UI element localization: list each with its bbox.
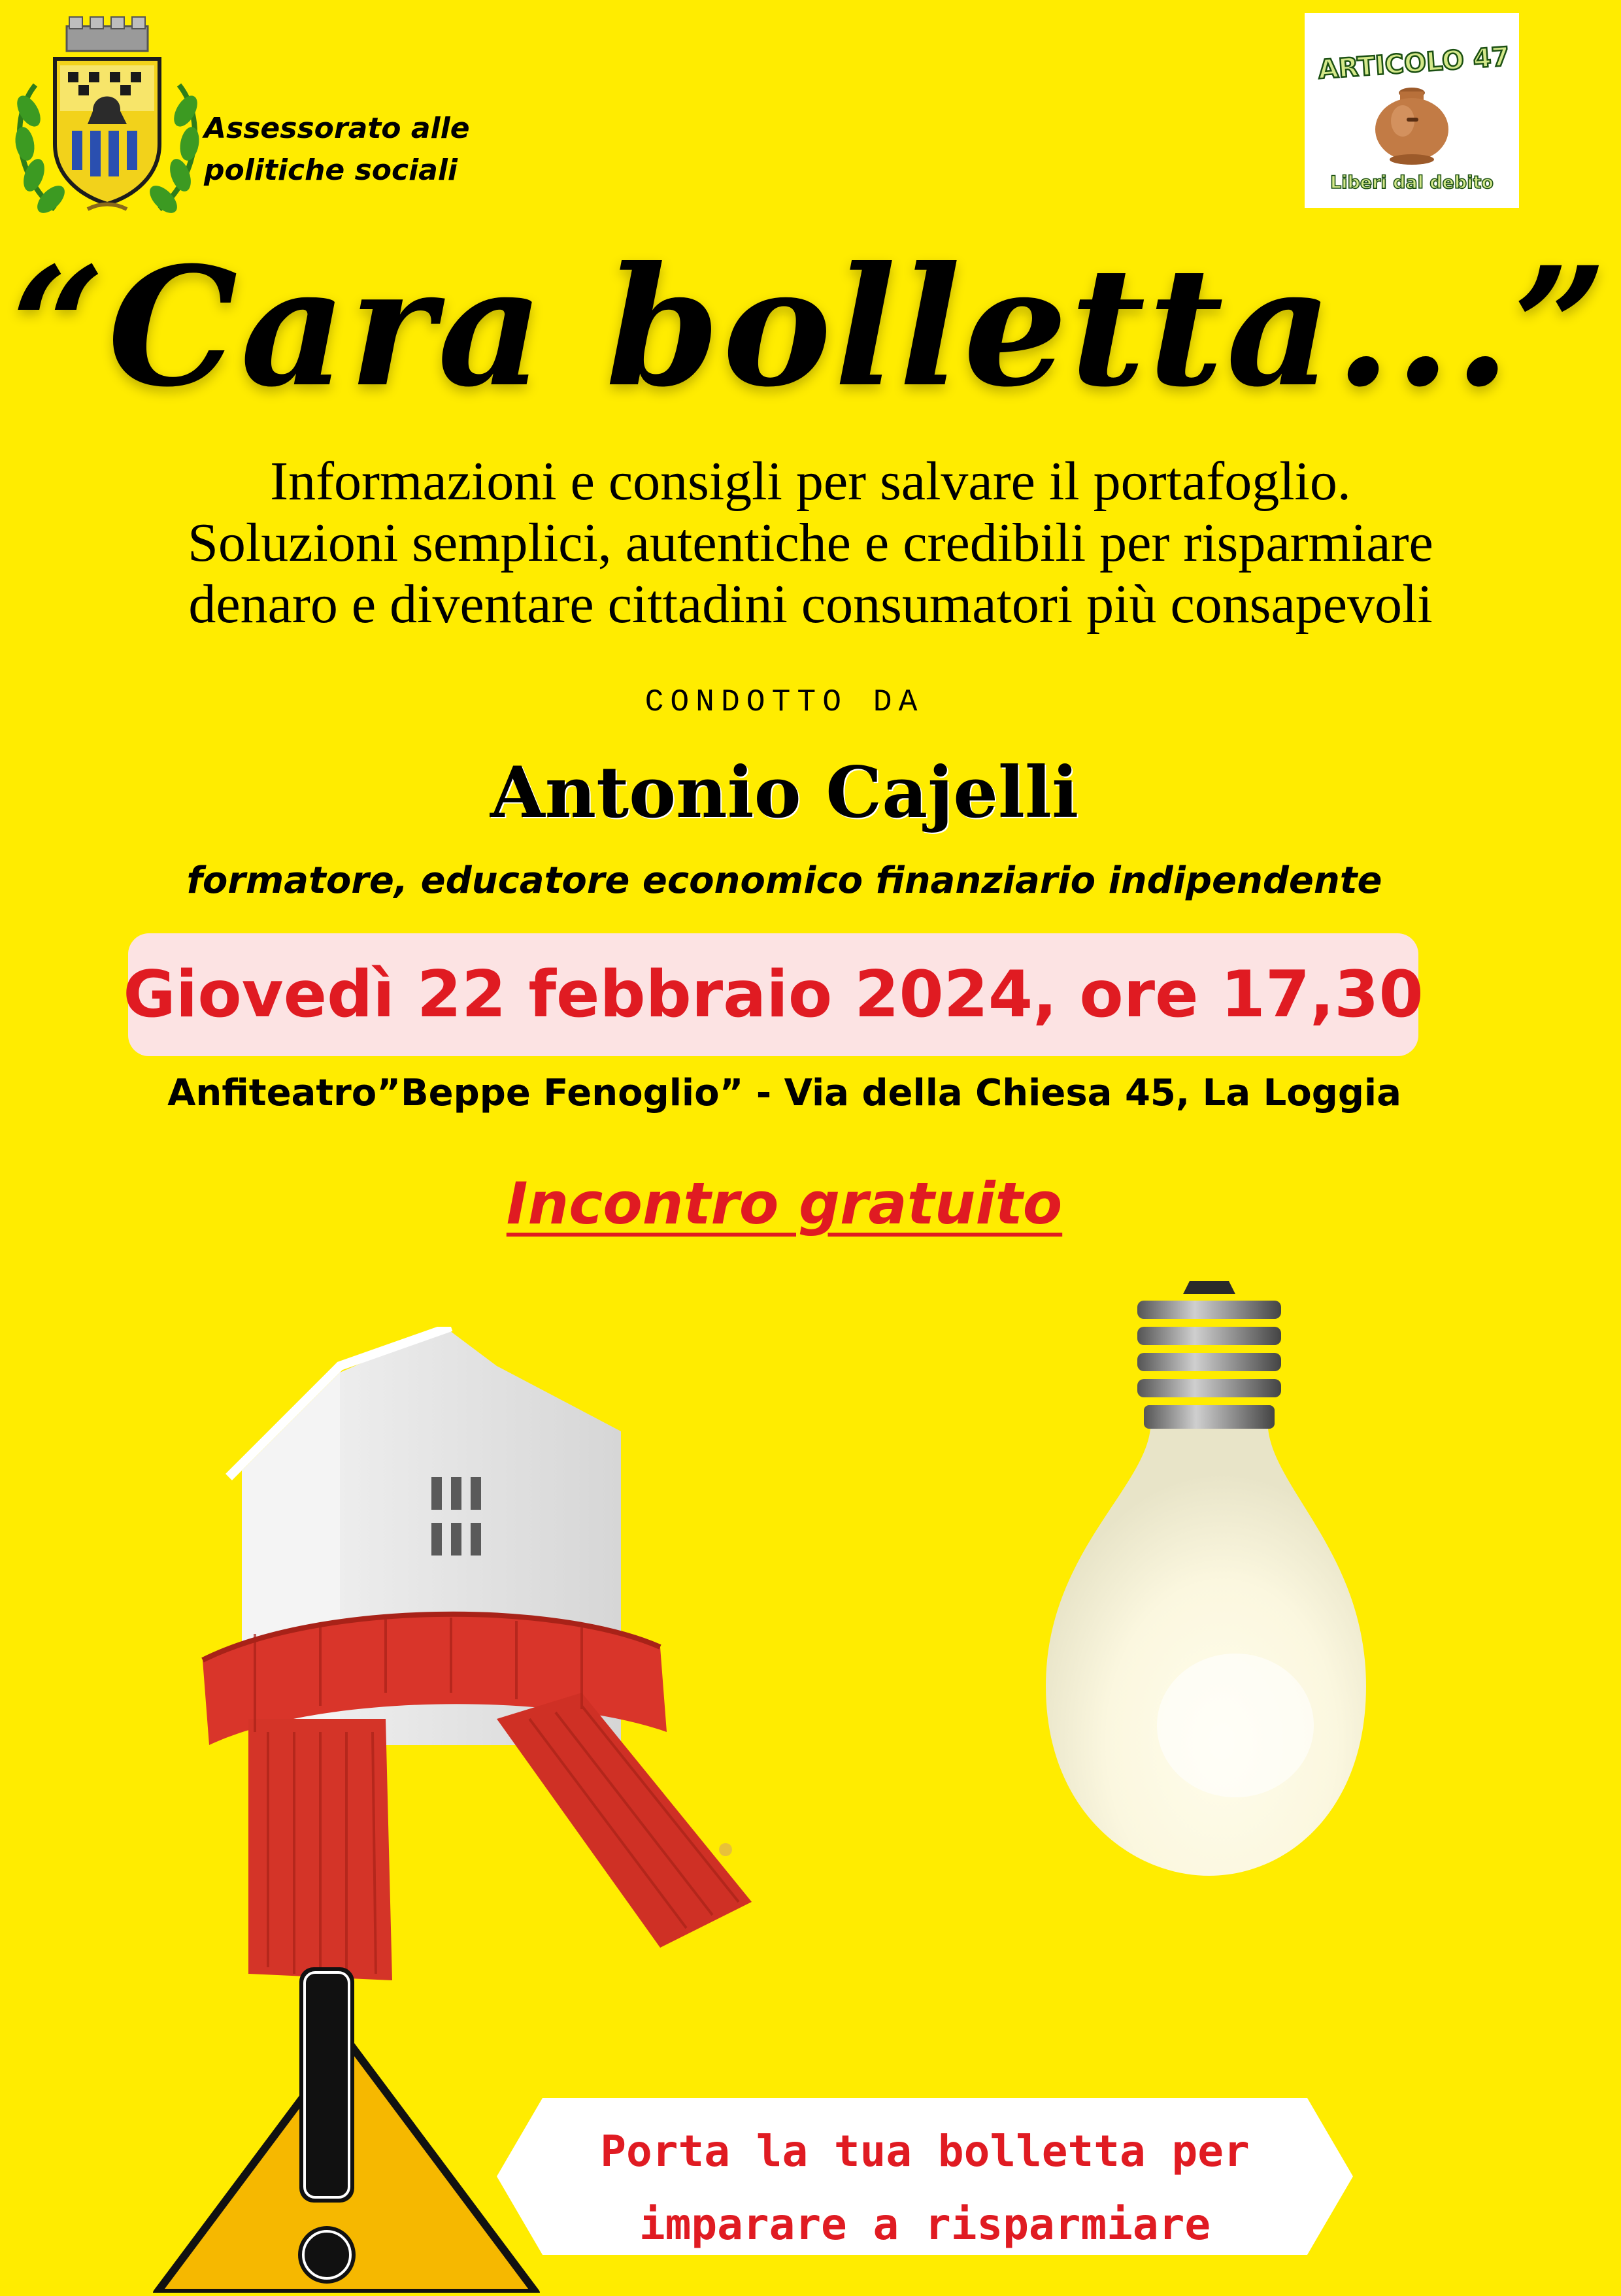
articolo47-logo-tagline: Liberi dal debito xyxy=(1330,173,1494,193)
callout-text xyxy=(497,2115,1353,2261)
intro-line: denaro e diventare cittadini consumatori più consapevoli xyxy=(188,574,1433,635)
intro-line: Soluzioni semplici, autentiche e credibili per risparmiare xyxy=(188,512,1433,573)
department-line-1: Assessorato alle xyxy=(204,112,470,145)
clay-money-pot-icon xyxy=(1375,88,1448,165)
speaker-role: formatore, educatore economico finanziario indipendente xyxy=(186,859,1382,902)
callout-line: imparare a risparmiare xyxy=(639,2199,1211,2250)
department-name xyxy=(204,108,478,191)
articolo47-logo xyxy=(1305,13,1519,208)
intro-line: Informazioni e consigli per salvare il portafoglio. xyxy=(270,451,1351,512)
speaker-name: Antonio Cajelli xyxy=(490,752,1079,834)
house-with-scarf-illustration xyxy=(190,1327,778,1980)
admission-note: Incontro gratuito xyxy=(506,1170,1063,1237)
bring-your-bill-callout xyxy=(497,2098,1353,2255)
warning-triangle-icon xyxy=(150,1961,543,2293)
event-date-banner xyxy=(123,933,1424,1056)
municipal-crest-logo xyxy=(9,13,205,222)
callout-line: Porta la tua bolletta per xyxy=(600,2126,1250,2176)
articolo47-logo-name: ARTICOLO 47 xyxy=(1317,41,1511,86)
event-venue: Anfiteatro”Beppe Fenoglio” - Via della Chiesa 45, La Loggia xyxy=(167,1072,1401,1114)
conducted-by-label: CONDOTTO DA xyxy=(644,685,924,720)
event-date-time: Giovedì 22 febbraio 2024, ore 17,30 xyxy=(123,957,1424,1032)
intro-paragraph xyxy=(78,451,1543,635)
department-line-2: politiche sociali xyxy=(204,154,458,187)
page-title: “Cara bolletta...” xyxy=(11,231,1610,423)
light-bulb-illustration xyxy=(1026,1281,1392,1902)
